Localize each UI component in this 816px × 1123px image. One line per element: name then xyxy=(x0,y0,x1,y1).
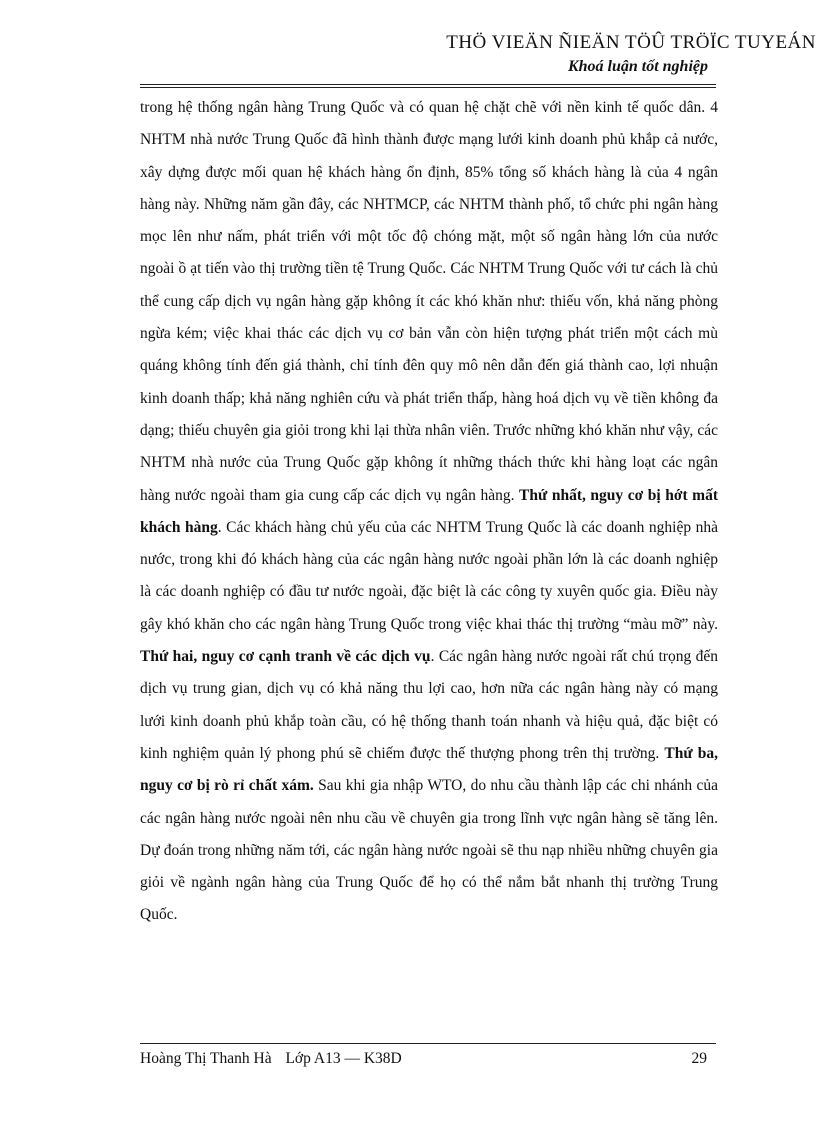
header-divider xyxy=(140,84,716,88)
text-segment-2: . Các khách hàng chủ yếu của các NHTM Trung Quốc là các doanh nghiệp nhà nước, trong khi đó khách hàng của các ngân hàng nước ngoài phần lớn là các doanh nghiệp là các doanh nghiệp có đầu tư nước ngoài, đặc biệt là các công ty xuyên quốc gia. Điều này gây khó khăn cho các ngân hàng Trung Quốc trong việc khai thác thị trường “màu mỡ” này. xyxy=(140,518,718,633)
bold-heading-3: Thứ ba, nguy cơ bị rò rỉ chất xám. xyxy=(140,744,718,795)
text-segment-4: Sau khi gia nhập WTO, do nhu cầu thành lập các chi nhánh của các ngân hàng nước ngoài nên nhu cầu về chuyên gia trong lĩnh vực ngân hàng sẽ tăng lên. Dự đoán trong những năm tới, các ngân hàng nước ngoài sẽ thu nạp nhiều những chuyên gia giỏi về ngành ngân hàng của Trung Quốc để họ có thể nắm bắt nhanh thị trường Trung Quốc. xyxy=(140,777,718,924)
bold-heading-1: Thứ nhất, nguy cơ bị hớt mất khách hàng xyxy=(140,486,718,536)
page-header xyxy=(396,30,816,78)
document-subtitle: Khoá luận tốt nghiệp xyxy=(567,58,708,75)
class-label: Lớp A13 — K38D xyxy=(285,1050,402,1067)
page-number: 29 xyxy=(691,1050,707,1067)
author-name: Hoàng Thị Thanh Hà xyxy=(140,1050,272,1067)
footer-left xyxy=(140,1048,412,1070)
library-watermark: THÖ VIEÄN ÑIEÄN TÖÛ TRÖÏC TUYEÁN xyxy=(446,32,816,53)
bold-heading-2: Thứ hai, nguy cơ cạnh tranh về các dịch vụ xyxy=(140,648,431,666)
text-segment-3: . Các ngân hàng nước ngoài rất chú trọng đến dịch vụ trung gian, dịch vụ có khả năng thu lợi cao, hơn nữa các ngân hàng này có mạng lưới kinh doanh phủ khắp toàn cầu, có hệ thống thanh toán nhanh và hiệu quả, đặc biệt có kinh nghiệm quản lý phong phú sẽ chiếm được thế thượng phong trên thị trường. xyxy=(140,648,718,762)
page-footer xyxy=(140,1048,707,1070)
footer-divider xyxy=(140,1043,716,1044)
body-text xyxy=(140,92,718,932)
body-paragraph xyxy=(140,92,718,932)
text-segment-1: trong hệ thống ngân hàng Trung Quốc và có quan hệ chặt chẽ với nền kinh tế quốc dân. 4 NHTM nhà nước Trung Quốc đã hình thành được mạng lưới kinh doanh phủ khắp cả nước, xây dựng được mối quan hệ khách hàng ổn định, 85% tổng số khách hàng là của 4 ngân hàng này. Những năm gần đây, các NHTMCP, các NHTM thành phố, tổ chức phi ngân hàng mọc lên như nấm, phát triển với một tốc độ chóng mặt, một số ngân hàng lớn của nước ngoài ồ ạt tiến vào thị trường tiền tệ Trung Quốc. Các NHTM Trung Quốc với tư cách là chủ thể cung cấp dịch vụ ngân hàng gặp không ít các khó khăn như: thiếu vốn, khả năng phòng ngừa kém; việc khai thác các dịch vụ cơ bản vẫn còn hiện tượng phát triển một cách mù quáng không tính đến giá thành, chỉ tính đên quy mô nên dẫn đến giá thành cao, lợi nhuận kinh doanh thấp; khả năng nghiên cứu và phát triển thấp, hàng hoá dịch vụ về tiền không đa dạng; thiếu chuyên gia giỏi trong khi lại thừa nhân viên. Trước những khó khăn như vậy, các NHTM nhà nước của Trung Quốc gặp không ít những thách thức khi hàng loạt các ngân hàng nước ngoài tham gia cung cấp các dịch vụ ngân hàng. xyxy=(140,99,718,504)
